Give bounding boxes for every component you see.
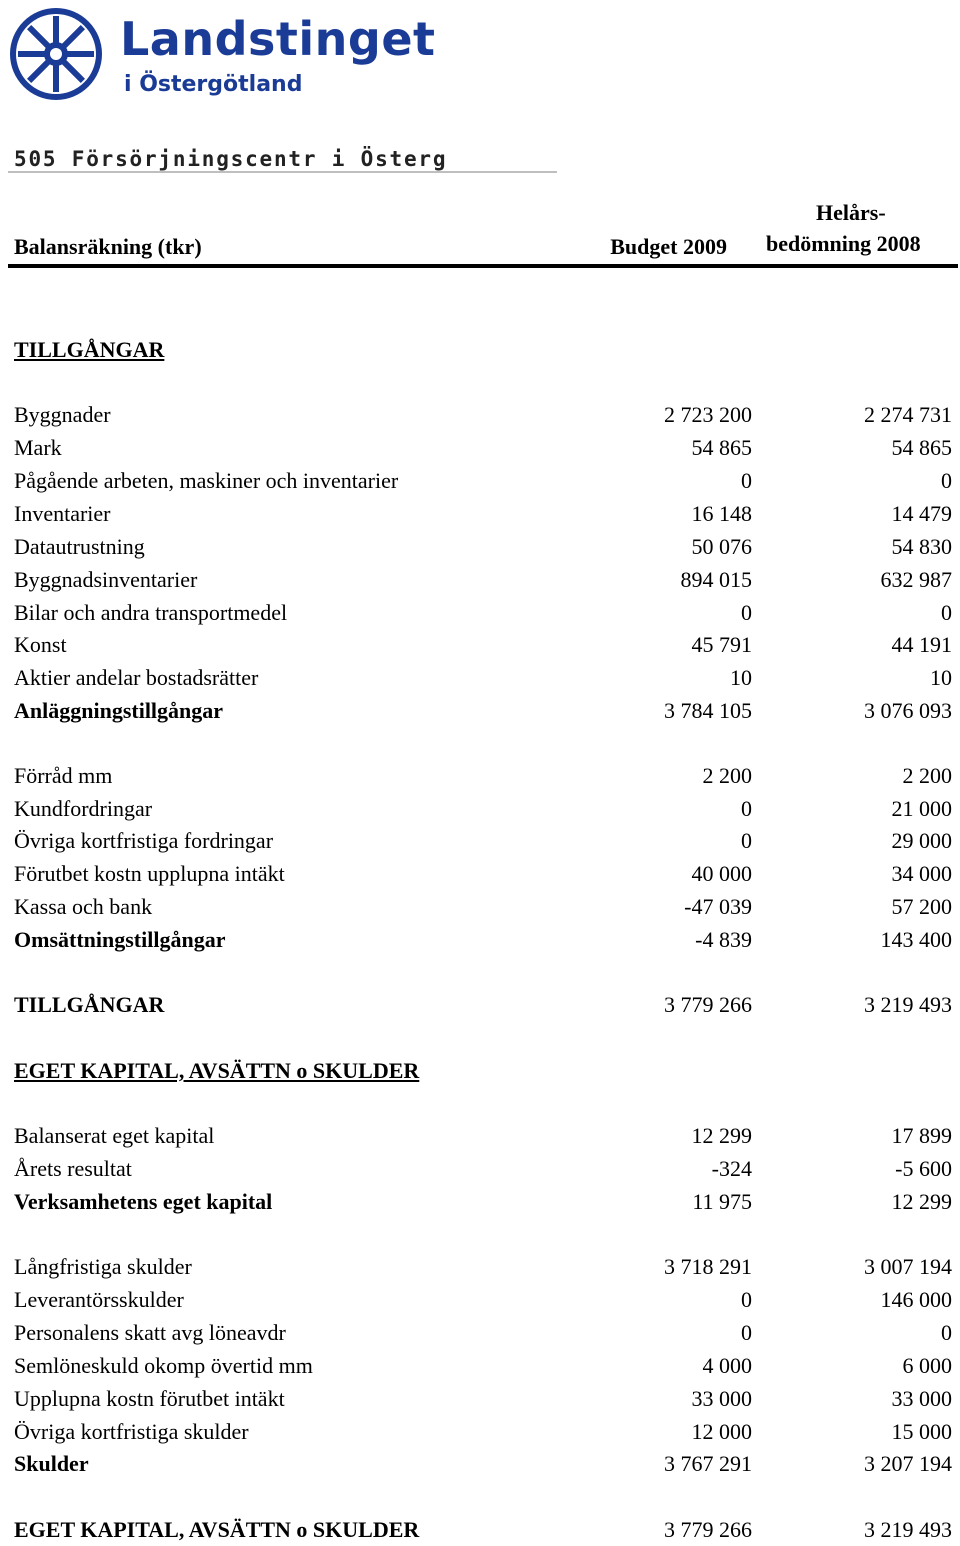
forecast-2008-value: 0	[941, 468, 952, 493]
budget-2009-value: 0	[741, 1287, 752, 1312]
row-label: EGET KAPITAL, AVSÄTTN o SKULDER	[14, 1058, 420, 1083]
budget-2009-value: 50 076	[691, 534, 752, 559]
row-label: Semlöneskuld okomp övertid mm	[14, 1353, 313, 1378]
budget-2009-value: 45 791	[691, 632, 752, 657]
row-label: Byggnader	[14, 402, 111, 427]
row-label: Personalens skatt avg löneavdr	[14, 1320, 286, 1345]
forecast-2008-value: 14 479	[891, 501, 952, 526]
budget-2009-value: 3 767 291	[664, 1451, 752, 1476]
table-row	[14, 1283, 952, 1316]
budget-2009-value: 2 200	[702, 763, 752, 788]
budget-2009-value: 0	[741, 1320, 752, 1345]
table-row	[14, 1250, 952, 1283]
forecast-2008-value: 3 076 093	[864, 698, 952, 723]
forecast-2008-value: 44 191	[891, 632, 952, 657]
unit-title: 505 Försörjningscentr i Österg	[14, 147, 448, 171]
budget-2009-value: 33 000	[691, 1386, 752, 1411]
table-row	[14, 497, 952, 530]
row-label: Anläggningstillgångar	[14, 698, 224, 723]
row-label: Omsättningstillgångar	[14, 927, 226, 952]
forecast-2008-value: 15 000	[891, 1419, 952, 1444]
forecast-2008-value: 17 899	[891, 1123, 952, 1148]
row-label: Övriga kortfristiga skulder	[14, 1419, 249, 1444]
budget-2009-value: 10	[730, 665, 752, 690]
forecast-2008-value: 2 200	[902, 763, 952, 788]
table-row	[14, 596, 952, 629]
forecast-2008-value: 21 000	[891, 796, 952, 821]
row-label: Inventarier	[14, 501, 111, 526]
table-row	[14, 890, 952, 923]
forecast-2008-value: 6 000	[902, 1353, 952, 1378]
row-label: TILLGÅNGAR	[14, 992, 165, 1017]
row-label: Upplupna kostn förutbet intäkt	[14, 1386, 285, 1411]
row-label: Långfristiga skulder	[14, 1254, 192, 1279]
budget-2009-value: -4 839	[695, 927, 752, 952]
forecast-2008-value: 57 200	[891, 894, 952, 919]
table-row	[14, 398, 952, 431]
table-row	[14, 759, 952, 792]
row-label: Skulder	[14, 1451, 89, 1476]
budget-2009-value: 54 865	[691, 435, 752, 460]
table-header-label: Balansräkning (tkr)	[14, 234, 202, 259]
budget-2009-value: 3 779 266	[664, 1517, 752, 1542]
row-label: Övriga kortfristiga fordringar	[14, 828, 274, 853]
forecast-2008-value: 10	[930, 665, 952, 690]
section-heading	[14, 333, 952, 366]
forecast-2008-value: 0	[941, 600, 952, 625]
forecast-2008-value: 54 865	[891, 435, 952, 460]
row-label: Förråd mm	[14, 763, 113, 788]
row-label: Årets resultat	[14, 1156, 132, 1181]
budget-2009-value: 40 000	[691, 861, 752, 886]
subtotal-row	[14, 988, 952, 1021]
forecast-2008-value: 3 007 194	[864, 1254, 952, 1279]
table-header-budget: Budget 2009	[610, 234, 727, 259]
budget-2009-value: -324	[711, 1156, 752, 1181]
budget-2009-value: 3 718 291	[664, 1254, 752, 1279]
section-heading	[14, 1054, 952, 1087]
row-label: Mark	[14, 435, 62, 460]
row-label: Kundfordringar	[14, 796, 153, 821]
row-label: Förutbet kostn upplupna intäkt	[14, 861, 285, 886]
budget-2009-value: 4 000	[702, 1353, 752, 1378]
row-label: Bilar och andra transportmedel	[14, 600, 288, 625]
row-label: Datautrustning	[14, 534, 145, 559]
row-label: Balanserat eget kapital	[14, 1123, 215, 1148]
row-label: Aktier andelar bostadsrätter	[14, 665, 259, 690]
table-row	[14, 824, 952, 857]
row-label: Leverantörsskulder	[14, 1287, 184, 1312]
budget-2009-value: 3 779 266	[664, 992, 752, 1017]
budget-2009-value: 894 015	[680, 567, 752, 592]
table-row	[14, 857, 952, 890]
budget-2009-value: 0	[741, 468, 752, 493]
logo-wordmark: Landstinget	[120, 12, 436, 66]
budget-2009-value: -47 039	[684, 894, 752, 919]
subtotal-row	[14, 1185, 952, 1218]
forecast-2008-value: 3 219 493	[864, 1517, 952, 1542]
forecast-2008-value: 0	[941, 1320, 952, 1345]
row-label: Byggnadsinventarier	[14, 567, 198, 592]
forecast-2008-value: 3 207 194	[864, 1451, 952, 1476]
table-row	[14, 1415, 952, 1448]
budget-2009-value: 12 000	[691, 1419, 752, 1444]
table-row	[14, 1349, 952, 1382]
subtotal-row	[14, 694, 952, 727]
forecast-2008-value: 34 000	[891, 861, 952, 886]
forecast-2008-value: 143 400	[880, 927, 952, 952]
forecast-2008-value: 2 274 731	[864, 402, 952, 427]
forecast-2008-value: 632 987	[880, 567, 952, 592]
table-row	[14, 1316, 952, 1349]
table-row	[14, 431, 952, 464]
table-row	[14, 1119, 952, 1152]
budget-2009-value: 2 723 200	[664, 402, 752, 427]
subtotal-row	[14, 1447, 952, 1480]
row-label: Verksamhetens eget kapital	[14, 1189, 273, 1214]
subtotal-row	[14, 923, 952, 956]
snowflake-emblem-icon	[4, 4, 108, 104]
row-label: Kassa och bank	[14, 894, 153, 919]
budget-2009-value: 12 299	[691, 1123, 752, 1148]
forecast-2008-value: 29 000	[891, 828, 952, 853]
budget-2009-value: 16 148	[691, 501, 752, 526]
title-divider	[8, 171, 557, 173]
table-row	[14, 1382, 952, 1415]
row-label: Konst	[14, 632, 67, 657]
forecast-2008-value: -5 600	[895, 1156, 952, 1181]
budget-2009-value: 0	[741, 600, 752, 625]
forecast-2008-value: 33 000	[891, 1386, 952, 1411]
row-label: Pågående arbeten, maskiner och inventarier	[14, 468, 399, 493]
budget-2009-value: 11 975	[692, 1189, 752, 1214]
table-row	[14, 530, 952, 563]
budget-2009-value: 0	[741, 828, 752, 853]
budget-2009-value: 3 784 105	[664, 698, 752, 723]
table-row	[14, 628, 952, 661]
table-header-forecast-line1: Helårs-	[816, 200, 886, 225]
forecast-2008-value: 3 219 493	[864, 992, 952, 1017]
row-label: EGET KAPITAL, AVSÄTTN o SKULDER	[14, 1517, 420, 1542]
table-row	[14, 563, 952, 596]
forecast-2008-value: 54 830	[891, 534, 952, 559]
table-row	[14, 792, 952, 825]
table-row	[14, 1152, 952, 1185]
forecast-2008-value: 12 299	[891, 1189, 952, 1214]
table-row	[14, 661, 952, 694]
subtotal-row	[14, 1513, 952, 1546]
header-divider	[8, 264, 958, 268]
landstinget-logo	[4, 4, 464, 104]
table-header-forecast-line2: bedömning 2008	[766, 231, 921, 256]
budget-2009-value: 0	[741, 796, 752, 821]
logo-subtitle: i Östergötland	[124, 72, 303, 97]
table-row	[14, 464, 952, 497]
forecast-2008-value: 146 000	[880, 1287, 952, 1312]
row-label: TILLGÅNGAR	[14, 337, 165, 362]
